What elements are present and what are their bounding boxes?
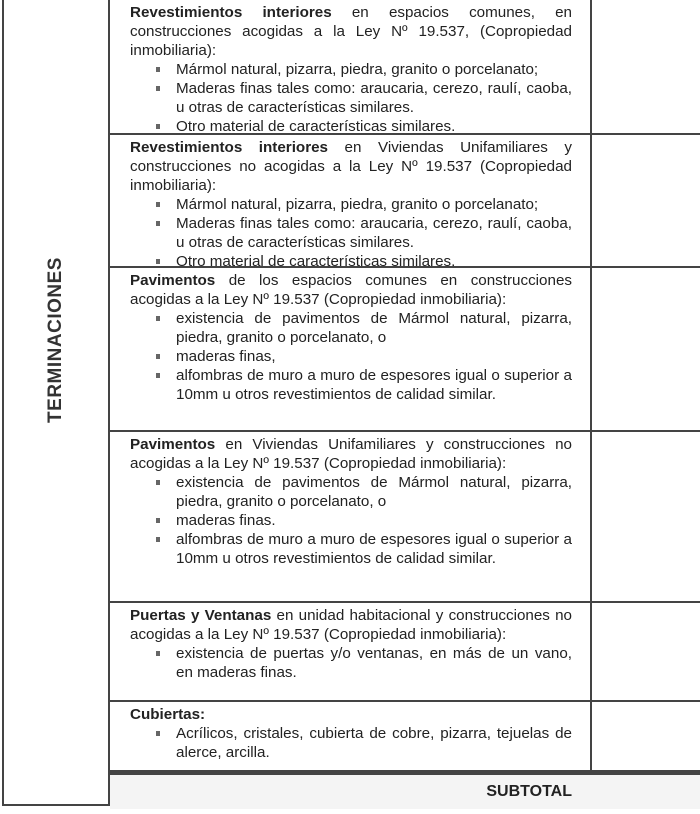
criteria-text: en Viviendas Unifamiliares y construcciones no acogidas a la Ley Nº 19.537 (Copropiedad inmobiliaria):	[130, 436, 572, 472]
score-cell[interactable]	[592, 432, 700, 603]
criteria-heading	[130, 705, 572, 724]
subtotal-label: SUBTOTAL	[486, 783, 572, 800]
section-label: TERMINACIONES	[45, 257, 66, 423]
criteria-row	[110, 432, 592, 603]
list-item: maderas finas.	[154, 511, 572, 530]
score-cell[interactable]	[592, 0, 700, 135]
list-item: alfombras de muro a muro de espesores igual o superior a 10mm u otros revestimientos de calidad similar.	[154, 366, 572, 404]
criteria-heading	[130, 606, 572, 644]
criteria-text: en Viviendas Unifamiliares y construcciones no acogidas a la Ley Nº 19.537 (Copropiedad inmobiliaria):	[130, 139, 572, 194]
list-item: maderas finas,	[154, 347, 572, 366]
criteria-text: en espacios comunes, en construcciones acogidas a la Ley Nº 19.537, (Copropiedad inmobiliaria):	[130, 4, 572, 59]
criteria-title: Pavimentos	[130, 272, 216, 289]
criteria-title: Revestimientos interiores	[130, 139, 329, 156]
list-item: Maderas finas tales como: araucaria, cerezo, raulí, caoba, u otras de características similares.	[154, 79, 572, 117]
criteria-list	[130, 644, 572, 682]
list-item: Otro material de características similares.	[154, 117, 572, 136]
criteria-heading	[130, 3, 572, 60]
list-item: existencia de puertas y/o ventanas, en más de un vano, en maderas finas.	[154, 644, 572, 682]
criteria-list	[130, 195, 572, 271]
criteria-title: Puertas y Ventanas	[130, 607, 272, 624]
criteria-list	[130, 724, 572, 762]
subtotal-row	[110, 772, 592, 809]
criteria-row	[110, 135, 592, 268]
score-cell[interactable]	[592, 268, 700, 432]
criteria-heading	[130, 138, 572, 195]
list-item: Maderas finas tales como: araucaria, cerezo, raulí, caoba, u otras de características similares.	[154, 214, 572, 252]
list-item: Mármol natural, pizarra, piedra, granito o porcelanato;	[154, 195, 572, 214]
criteria-title: Revestimientos interiores	[130, 4, 332, 21]
criteria-title: Cubiertas:	[130, 706, 206, 723]
list-item: alfombras de muro a muro de espesores igual o superior a 10mm u otros revestimientos de calidad similar.	[154, 530, 572, 568]
section-label-cell	[4, 0, 108, 806]
score-cell[interactable]	[592, 135, 700, 268]
subtotal-value-cell[interactable]	[592, 772, 700, 809]
list-item: existencia de pavimentos de Mármol natural, pizarra, piedra, granito o porcelanato, o	[154, 473, 572, 511]
list-item: existencia de pavimentos de Mármol natural, pizarra, piedra, granito o porcelanato, o	[154, 309, 572, 347]
criteria-text: de los espacios comunes en construcciones acogidas a la Ley Nº 19.537 (Copropiedad inmobiliaria):	[130, 272, 572, 308]
score-cell[interactable]	[592, 702, 700, 772]
criteria-list	[130, 309, 572, 404]
list-item: Acrílicos, cristales, cubierta de cobre, pizarra, tejuelas de alerce, arcilla.	[154, 724, 572, 762]
score-cell[interactable]	[592, 603, 700, 702]
criteria-text: en unidad habitacional y construcciones no acogidas a la Ley Nº 19.537 (Copropiedad inmobiliaria):	[130, 607, 573, 643]
criteria-heading	[130, 435, 572, 473]
criteria-row	[110, 603, 592, 702]
criteria-row	[110, 268, 592, 432]
list-item: Mármol natural, pizarra, piedra, granito o porcelanato;	[154, 60, 572, 79]
criteria-row	[110, 702, 592, 772]
criteria-row	[110, 0, 592, 135]
criteria-list	[130, 473, 572, 568]
criteria-list	[130, 60, 572, 136]
criteria-title: Pavimentos	[130, 436, 216, 453]
list-item: Otro material de características similares.	[154, 252, 572, 271]
criteria-heading	[130, 271, 572, 309]
